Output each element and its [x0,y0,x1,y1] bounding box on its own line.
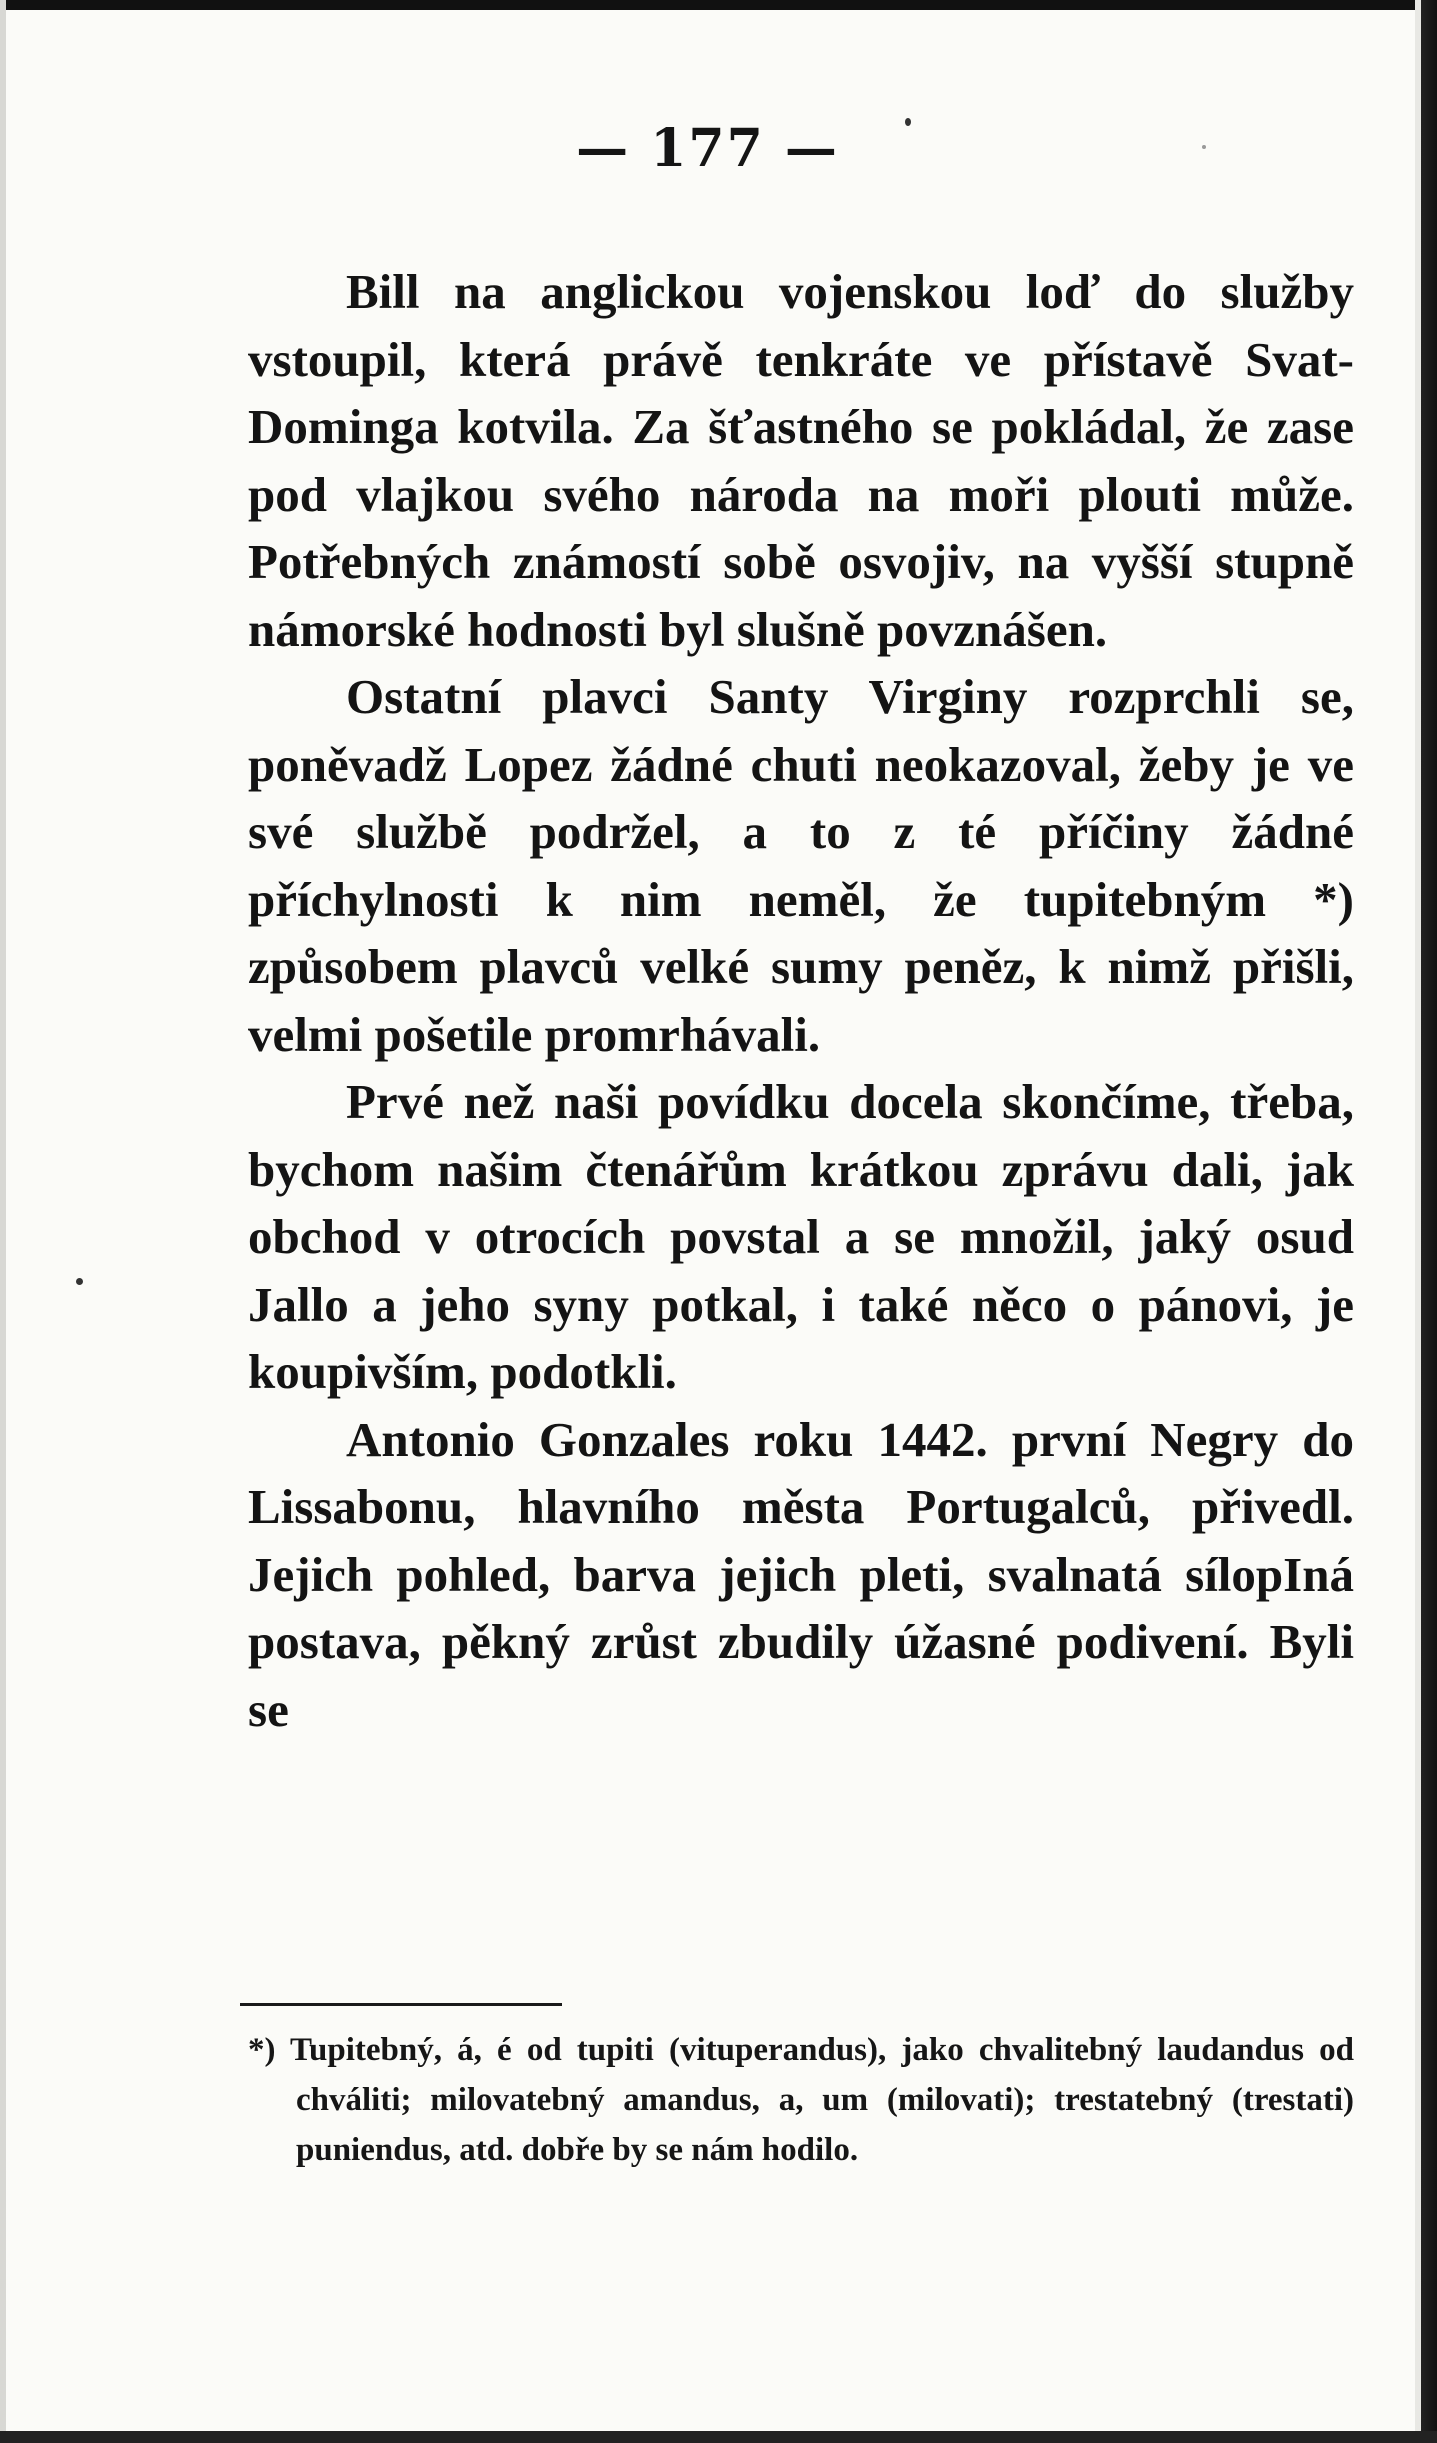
page-number-header: — 177 — [576,118,839,179]
scan-border-left [0,0,6,2443]
body-text [248,258,1354,1743]
scan-speck [76,1278,83,1285]
scan-border-right [1415,0,1437,2443]
paragraph-1: Bill na anglickou vojenskou loď do služby vstoupil, která právě tenkráte ve přístavě Svat-Dominga kotvila. Za šťastného se pokládal, že zase pod vlajkou svého národa na moři plouti může. Potřebných známostí sobě osvojiv, na vyšší stupně námorské hodnosti byl slušně povznášen. [248,264,1354,657]
footnote [248,2025,1354,2175]
footnote-separator [240,2003,562,2006]
scan-border-bottom [0,2431,1437,2443]
scan-speck [905,118,911,126]
paragraph-3: Prvé než naši povídku docela skončíme, třeba, bychom našim čtenářům krátkou zprávu dali, jak obchod v otrocích povstal a se množil, jaký osud Jallo a jeho syny potkal, i také něco o pánovi, je koupivším, podotkli. [248,1074,1354,1399]
footnote-text: *) Tupitebný, á, é od tupiti (vituperandus), jako chvalitebný laudandus od chváliti; milovatebný amandus, a, um (milovati); trestatebný (trestati) puniendus, atd. dobře by se nám hodilo. [248,2032,1354,2168]
paragraph-4: Antonio Gonzales roku 1442. první Negry do Lissabonu, hlavního města Portugalců, přivedl. Jejich pohled, barva jejich pleti, svalnatá sílopIná postava, pěkný zrůst zbudily úžasné podivení. Byli se [248,1411,1354,1737]
scan-speck [1202,145,1206,149]
scan-border-top [0,0,1437,10]
paragraph-2: Ostatní plavci Santy Virginy rozprchli se, poněvadž Lopez žádné chuti neokazoval, žeby je ve své službě podržel, a to z té příčiny žádné příchylnosti k nim neměl, že tupitebným *) způsobem plavců velké sumy peněz, k nimž přišli, velmi pošetile promrhávali. [248,669,1354,1062]
